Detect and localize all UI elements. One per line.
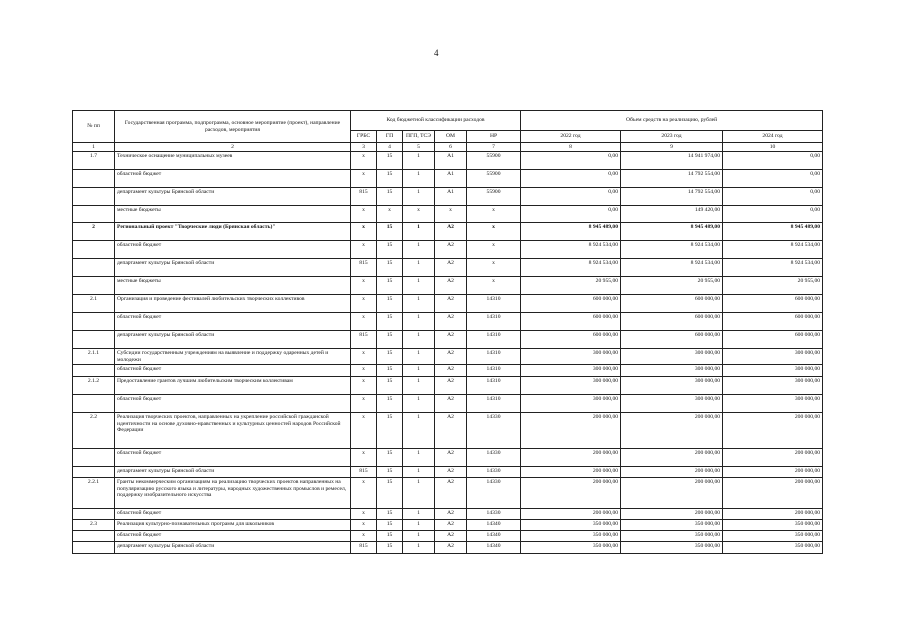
row-number [73,206,115,223]
table-row [73,188,823,206]
code-grbs: х [351,531,377,542]
code-nr: 14340 [467,542,521,554]
table-row [73,349,823,365]
budget-table [72,110,823,554]
code-om: А2 [435,520,467,531]
amount-2024: 200 000,00 [723,478,823,509]
amount-2024: 600 000,00 [723,313,823,331]
code-gp: х [377,206,403,223]
header-2024: 2024 год [723,131,823,143]
amount-2024: 600 000,00 [723,295,823,313]
table-row [73,509,823,520]
code-grbs: х [351,365,377,377]
amount-2023: 14 941 974,00 [621,152,723,170]
column-index-row [73,143,823,152]
code-gp: 15 [377,542,403,554]
code-ppgp: 1 [403,331,435,349]
amount-2023: 8 924 534,00 [621,259,723,277]
code-nr: 14340 [467,531,521,542]
table-row [73,542,823,554]
code-om: А2 [435,395,467,413]
row-number: 2 [73,223,115,241]
row-number [73,259,115,277]
code-ppgp: 1 [403,520,435,531]
code-gp: 15 [377,277,403,295]
code-gp: 15 [377,349,403,365]
row-name: Гранты некоммерческим организациям на реализацию творческих проектов направленных на популяризацию русского языка и литературы, народных художественных промыслов и ремесел, поддержку изобразительного искусства [115,478,351,509]
row-name: местные бюджеты [115,277,351,295]
code-grbs: х [351,520,377,531]
code-gp: 15 [377,531,403,542]
row-number [73,277,115,295]
code-nr: 14330 [467,478,521,509]
code-nr: 14330 [467,413,521,449]
table-row [73,449,823,467]
code-ppgp: 1 [403,542,435,554]
row-number [73,331,115,349]
amount-2024: 300 000,00 [723,365,823,377]
amount-2023: 8 945 489,00 [621,223,723,241]
code-ppgp: 1 [403,241,435,259]
code-gp: 15 [377,241,403,259]
code-grbs: х [351,152,377,170]
code-grbs: 815 [351,467,377,478]
amount-2024: 200 000,00 [723,467,823,478]
header-volume-group: Объем средств на реализацию, рублей [521,111,823,131]
column-index: 9 [621,143,723,152]
code-grbs: х [351,241,377,259]
row-name: Региональный проект "Творческие люди (Брянская область)" [115,223,351,241]
code-nr: 55900 [467,188,521,206]
amount-2023: 20 955,00 [621,277,723,295]
code-nr: 14310 [467,295,521,313]
row-name: областной бюджет [115,449,351,467]
row-number [73,449,115,467]
code-gp: 15 [377,395,403,413]
code-ppgp: 1 [403,478,435,509]
code-om: А2 [435,467,467,478]
amount-2022: 0,00 [521,206,621,223]
column-index: 6 [435,143,467,152]
code-grbs: х [351,295,377,313]
code-grbs: х [351,223,377,241]
code-grbs: х [351,449,377,467]
row-number [73,531,115,542]
code-nr: 14310 [467,331,521,349]
amount-2024: 350 000,00 [723,542,823,554]
code-ppgp: 1 [403,395,435,413]
row-number: 2.1.1 [73,349,115,365]
row-name: областной бюджет [115,365,351,377]
code-ppgp: 1 [403,295,435,313]
table-row [73,377,823,395]
table-header [73,111,823,152]
amount-2024: 300 000,00 [723,377,823,395]
code-om: А2 [435,295,467,313]
code-ppgp: 1 [403,509,435,520]
header-program: Государственная программа, подпрограмма, основное мероприятие (проект), направление расходов, мероприятия [115,111,351,143]
amount-2022: 200 000,00 [521,413,621,449]
amount-2022: 200 000,00 [521,467,621,478]
amount-2024: 200 000,00 [723,449,823,467]
table-row [73,295,823,313]
amount-2024: 8 924 534,00 [723,259,823,277]
code-grbs: х [351,277,377,295]
row-name: местные бюджеты [115,206,351,223]
code-grbs: х [351,206,377,223]
code-grbs: 815 [351,259,377,277]
code-om: х [435,206,467,223]
code-om: А2 [435,277,467,295]
column-index: 1 [73,143,115,152]
amount-2024: 350 000,00 [723,520,823,531]
amount-2023: 600 000,00 [621,313,723,331]
row-name: Субсидии государственным учреждениям на выявление и поддержку одаренных детей и молодежи [115,349,351,365]
amount-2023: 149 420,00 [621,206,723,223]
row-number: 2.3 [73,520,115,531]
code-nr: 14310 [467,377,521,395]
amount-2022: 350 000,00 [521,520,621,531]
code-grbs: 815 [351,331,377,349]
row-name: Техническое оснащение муниципальных музеев [115,152,351,170]
row-name: департамент культуры Брянской области [115,467,351,478]
amount-2022: 8 924 534,00 [521,259,621,277]
code-gp: 15 [377,188,403,206]
code-nr: х [467,206,521,223]
amount-2024: 8 945 489,00 [723,223,823,241]
amount-2024: 200 000,00 [723,413,823,449]
code-ppgp: 1 [403,152,435,170]
amount-2022: 200 000,00 [521,449,621,467]
amount-2023: 300 000,00 [621,377,723,395]
amount-2024: 0,00 [723,206,823,223]
code-ppgp: х [403,206,435,223]
amount-2024: 600 000,00 [723,331,823,349]
table-row [73,395,823,413]
code-grbs: х [351,509,377,520]
amount-2024: 300 000,00 [723,349,823,365]
code-gp: 15 [377,331,403,349]
amount-2023: 600 000,00 [621,331,723,349]
row-number [73,241,115,259]
code-ppgp: 1 [403,277,435,295]
row-name: областной бюджет [115,531,351,542]
amount-2022: 300 000,00 [521,377,621,395]
row-name: областной бюджет [115,241,351,259]
code-om: А2 [435,365,467,377]
code-nr: х [467,241,521,259]
amount-2023: 8 924 534,00 [621,241,723,259]
code-gp: 15 [377,509,403,520]
amount-2023: 14 792 554,00 [621,170,723,188]
code-om: А2 [435,259,467,277]
row-name: областной бюджет [115,395,351,413]
code-nr: 14330 [467,509,521,520]
table-row [73,313,823,331]
code-om: А1 [435,188,467,206]
amount-2022: 20 955,00 [521,277,621,295]
row-name: областной бюджет [115,509,351,520]
table-row [73,259,823,277]
code-ppgp: 1 [403,467,435,478]
amount-2023: 300 000,00 [621,395,723,413]
code-ppgp: 1 [403,349,435,365]
code-ppgp: 1 [403,188,435,206]
code-grbs: х [351,377,377,395]
code-ppgp: 1 [403,223,435,241]
code-gp: 15 [377,377,403,395]
code-om: А2 [435,313,467,331]
code-ppgp: 1 [403,531,435,542]
code-om: А2 [435,413,467,449]
table-body [73,152,823,554]
column-index: 7 [467,143,521,152]
table-row [73,478,823,509]
code-gp: 15 [377,170,403,188]
header-2022: 2022 год [521,131,621,143]
row-name: департамент культуры Брянской области [115,188,351,206]
row-number: 2.2.1 [73,478,115,509]
row-name: департамент культуры Брянской области [115,542,351,554]
column-index: 3 [351,143,377,152]
column-index: 5 [403,143,435,152]
code-nr: 14310 [467,395,521,413]
code-gp: 15 [377,467,403,478]
row-number [73,365,115,377]
code-grbs: 815 [351,188,377,206]
code-gp: 15 [377,520,403,531]
code-nr: 14330 [467,449,521,467]
table-row [73,365,823,377]
code-gp: 15 [377,365,403,377]
amount-2022: 350 000,00 [521,542,621,554]
code-gp: 15 [377,152,403,170]
amount-2022: 300 000,00 [521,395,621,413]
row-number [73,188,115,206]
row-name: Реализация творческих проектов, направленных на укрепление российской гражданской идентичности на основе духовно-нравственных и культурных ценностей народов Российской Федерации [115,413,351,449]
amount-2023: 300 000,00 [621,349,723,365]
code-ppgp: 1 [403,259,435,277]
code-om: А2 [435,509,467,520]
code-gp: 15 [377,259,403,277]
amount-2022: 300 000,00 [521,349,621,365]
amount-2024: 0,00 [723,170,823,188]
amount-2024: 0,00 [723,188,823,206]
amount-2022: 0,00 [521,188,621,206]
header-ppgp: ПГП, ТСЭ [403,131,435,143]
column-index: 4 [377,143,403,152]
code-grbs: х [351,349,377,365]
amount-2022: 600 000,00 [521,313,621,331]
amount-2022: 0,00 [521,152,621,170]
code-nr: х [467,223,521,241]
code-nr: 14310 [467,313,521,331]
code-grbs: 815 [351,542,377,554]
amount-2024: 300 000,00 [723,395,823,413]
table-row [73,223,823,241]
header-2023: 2023 год [621,131,723,143]
amount-2022: 0,00 [521,170,621,188]
code-ppgp: 1 [403,449,435,467]
row-name: Предоставление грантов лучшим любительским творческим коллективам [115,377,351,395]
code-gp: 15 [377,449,403,467]
amount-2022: 350 000,00 [521,531,621,542]
table-row [73,331,823,349]
table-row [73,467,823,478]
code-grbs: х [351,170,377,188]
table-row [73,241,823,259]
code-om: А2 [435,478,467,509]
amount-2023: 200 000,00 [621,449,723,467]
row-number: 2.2 [73,413,115,449]
amount-2023: 200 000,00 [621,509,723,520]
code-nr: х [467,259,521,277]
code-grbs: х [351,313,377,331]
amount-2024: 0,00 [723,152,823,170]
row-number: 2.1 [73,295,115,313]
code-grbs: х [351,395,377,413]
table-row [73,277,823,295]
amount-2024: 8 924 534,00 [723,241,823,259]
amount-2023: 350 000,00 [621,520,723,531]
amount-2024: 350 000,00 [723,531,823,542]
code-nr: 55900 [467,170,521,188]
table-row [73,152,823,170]
code-grbs: х [351,478,377,509]
amount-2023: 200 000,00 [621,467,723,478]
code-om: А2 [435,531,467,542]
code-om: А2 [435,349,467,365]
amount-2023: 350 000,00 [621,542,723,554]
column-index: 2 [115,143,351,152]
amount-2022: 200 000,00 [521,509,621,520]
code-nr: 14310 [467,365,521,377]
amount-2022: 600 000,00 [521,295,621,313]
code-om: А2 [435,223,467,241]
code-ppgp: 1 [403,365,435,377]
row-name: областной бюджет [115,313,351,331]
amount-2023: 350 000,00 [621,531,723,542]
row-number [73,509,115,520]
amount-2022: 8 924 534,00 [521,241,621,259]
table-row [73,206,823,223]
amount-2023: 200 000,00 [621,478,723,509]
row-number [73,170,115,188]
code-om: А1 [435,152,467,170]
code-om: А1 [435,170,467,188]
code-gp: 15 [377,413,403,449]
code-om: А2 [435,241,467,259]
page-number: 4 [434,48,439,58]
header-gp: ГП [377,131,403,143]
header-grbs: ГРБС [351,131,377,143]
code-om: А2 [435,331,467,349]
code-om: А2 [435,542,467,554]
amount-2023: 300 000,00 [621,365,723,377]
table-row [73,413,823,449]
row-number [73,542,115,554]
header-no: № пп [73,111,115,143]
code-gp: 15 [377,313,403,331]
amount-2022: 300 000,00 [521,365,621,377]
amount-2023: 200 000,00 [621,413,723,449]
code-om: А2 [435,449,467,467]
amount-2022: 200 000,00 [521,478,621,509]
table-row [73,520,823,531]
code-ppgp: 1 [403,313,435,331]
code-nr: 55900 [467,152,521,170]
code-nr: 14340 [467,520,521,531]
amount-2024: 200 000,00 [723,509,823,520]
amount-2024: 20 955,00 [723,277,823,295]
amount-2023: 600 000,00 [621,295,723,313]
header-om: ОМ [435,131,467,143]
header-nr: НР [467,131,521,143]
row-name: департамент культуры Брянской области [115,331,351,349]
row-number [73,313,115,331]
code-nr: 14330 [467,467,521,478]
code-gp: 15 [377,223,403,241]
amount-2022: 8 945 489,00 [521,223,621,241]
code-om: А2 [435,377,467,395]
code-ppgp: 1 [403,170,435,188]
row-name: Реализация культурно-познавательных программ для школьников [115,520,351,531]
code-ppgp: 1 [403,413,435,449]
row-number: 1.7 [73,152,115,170]
table-row [73,531,823,542]
table-row [73,170,823,188]
row-name: областной бюджет [115,170,351,188]
row-name: Организация и проведение фестивалей любительских творческих коллективов [115,295,351,313]
column-index: 8 [521,143,621,152]
code-nr: х [467,277,521,295]
row-number: 2.1.2 [73,377,115,395]
row-number [73,467,115,478]
code-nr: 14310 [467,349,521,365]
amount-2022: 600 000,00 [521,331,621,349]
column-index: 10 [723,143,823,152]
code-ppgp: 1 [403,377,435,395]
code-gp: 15 [377,295,403,313]
row-number [73,395,115,413]
row-name: департамент культуры Брянской области [115,259,351,277]
code-grbs: х [351,413,377,449]
amount-2023: 14 792 554,00 [621,188,723,206]
code-gp: 15 [377,478,403,509]
header-code-group: Код бюджетной классификации расходов [351,111,521,131]
